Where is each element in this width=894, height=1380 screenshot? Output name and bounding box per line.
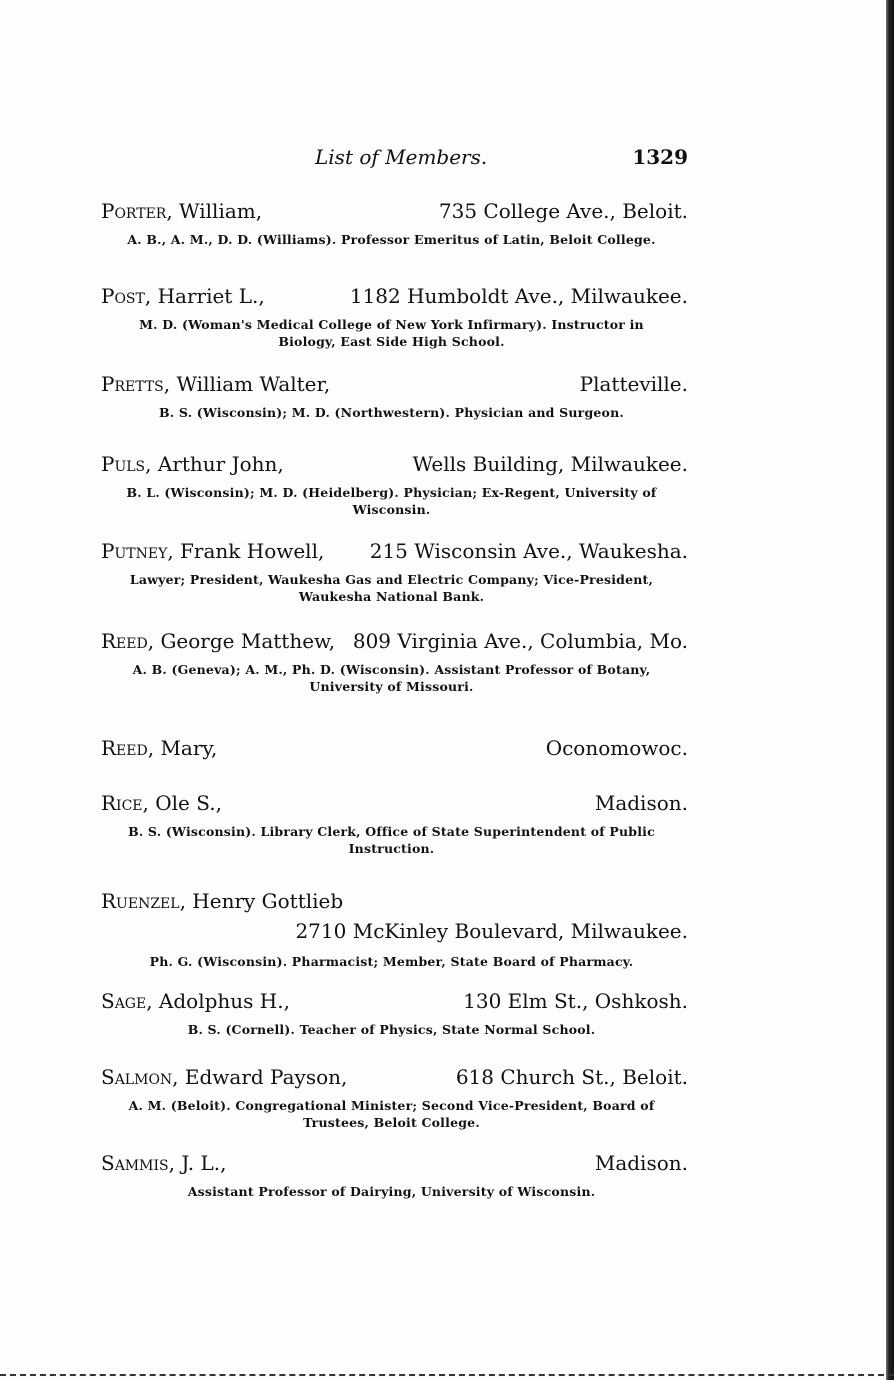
member-surname: Sammis	[101, 1151, 169, 1175]
member-given-name: , Frank Howell,	[167, 539, 325, 563]
member-surname: Reed	[101, 736, 148, 760]
member-name	[101, 889, 343, 913]
member-surname: Puls	[101, 452, 146, 476]
member-address: 130 Elm St., Oshkosh.	[463, 989, 688, 1013]
page-number: 1329	[632, 145, 688, 169]
member-given-name: , Edward Payson,	[172, 1065, 348, 1089]
member-entry	[95, 885, 688, 970]
member-given-name: , Henry Gottlieb	[179, 889, 344, 913]
member-credentials: B. S. (Cornell). Teacher of Physics, State Normal School.	[187, 1022, 596, 1037]
member-credentials: B. S. (Wisconsin). Library Clerk, Office of State Superintendent of Public Instruction.	[128, 824, 655, 856]
member-address: 809 Virginia Ave., Columbia, Mo.	[352, 629, 688, 653]
member-address: 2710 McKinley Boulevard, Milwaukee.	[295, 919, 688, 943]
member-address: Madison.	[594, 1151, 688, 1175]
member-address: Platteville.	[579, 372, 688, 396]
member-surname: Post	[101, 284, 145, 308]
member-name	[101, 284, 265, 308]
member-credentials: A. B. (Geneva); A. M., Ph. D. (Wisconsin). Assistant Professor of Botany, University of Missouri.	[132, 662, 651, 694]
member-entry	[95, 625, 688, 695]
member-given-name: , William Walter,	[163, 372, 331, 396]
member-surname: Reed	[101, 629, 148, 653]
member-name	[101, 372, 330, 396]
member-credentials: A. B., A. M., D. D. (Williams). Professor Emeritus of Latin, Beloit College.	[127, 232, 656, 247]
member-surname: Rice	[101, 791, 143, 815]
member-credentials: B. S. (Wisconsin); M. D. (Northwestern). Physician and Surgeon.	[159, 405, 624, 420]
entry-heading-line	[95, 368, 688, 400]
member-given-name: , William,	[166, 199, 263, 223]
member-entry	[95, 195, 688, 248]
entry-heading-line	[95, 448, 688, 480]
member-given-name: , George Matthew,	[147, 629, 336, 653]
member-entry	[95, 448, 688, 518]
member-credentials: Assistant Professor of Dairying, University of Wisconsin.	[187, 1184, 596, 1199]
entry-heading-line	[95, 195, 688, 227]
member-name	[101, 736, 217, 760]
member-entry	[95, 1061, 688, 1131]
member-name	[101, 989, 290, 1013]
member-address: 735 College Ave., Beloit.	[438, 199, 688, 223]
address-line	[95, 917, 688, 949]
member-surname: Ruenzel	[101, 889, 180, 913]
entry-heading-line	[95, 625, 688, 657]
member-name	[101, 199, 262, 223]
member-name	[101, 539, 324, 563]
member-given-name: , Ole S.,	[142, 791, 222, 815]
member-entry	[95, 535, 688, 605]
member-entry	[95, 280, 688, 350]
entry-heading-line	[95, 732, 688, 764]
member-address: 215 Wisconsin Ave., Waukesha.	[369, 539, 688, 563]
page-torn-edge	[0, 1374, 894, 1380]
member-credentials: Ph. G. (Wisconsin). Pharmacist; Member, State Board of Pharmacy.	[149, 954, 634, 969]
entry-heading-line	[95, 1061, 688, 1093]
member-surname: Sage	[101, 989, 147, 1013]
member-credentials: A. M. (Beloit). Congregational Minister; Second Vice-President, Board of Trustees, Beloit College.	[128, 1098, 655, 1130]
member-entry	[95, 368, 688, 421]
entry-heading-line	[95, 280, 688, 312]
member-entry	[95, 732, 688, 764]
running-head: List of Members.	[315, 145, 488, 169]
member-surname: Putney	[101, 539, 168, 563]
member-given-name: , Mary,	[147, 736, 218, 760]
member-surname: Pretts	[101, 372, 164, 396]
page-header	[95, 145, 688, 177]
entry-heading-line	[95, 885, 688, 917]
entry-heading-line	[95, 535, 688, 567]
page-edge-shadow	[886, 0, 894, 1380]
entry-heading-line	[95, 1147, 688, 1179]
member-entry	[95, 985, 688, 1038]
member-surname: Porter	[101, 199, 167, 223]
member-address: 618 Church St., Beloit.	[455, 1065, 688, 1089]
member-credentials: M. D. (Woman's Medical College of New York Infirmary). Instructor in Biology, East Side High School.	[139, 317, 644, 349]
member-name	[101, 1065, 347, 1089]
member-given-name: , J. L.,	[168, 1151, 227, 1175]
member-address: Madison.	[594, 791, 688, 815]
entry-heading-line	[95, 787, 688, 819]
member-address: Oconomowoc.	[545, 736, 688, 760]
member-address: Wells Building, Milwaukee.	[412, 452, 688, 476]
member-entry	[95, 787, 688, 857]
member-given-name: , Adolphus H.,	[146, 989, 290, 1013]
entry-heading-line	[95, 985, 688, 1017]
member-address: 1182 Humboldt Ave., Milwaukee.	[349, 284, 688, 308]
member-name	[101, 629, 335, 653]
member-name	[101, 791, 222, 815]
member-credentials: Lawyer; President, Waukesha Gas and Electric Company; Vice-President, Waukesha National Bank.	[129, 572, 654, 604]
member-name	[101, 1151, 227, 1175]
member-credentials: B. L. (Wisconsin); M. D. (Heidelberg). Physician; Ex-Regent, University of Wisconsin.	[126, 485, 657, 517]
member-entry	[95, 1147, 688, 1200]
member-surname: Salmon	[101, 1065, 173, 1089]
member-given-name: , Arthur John,	[145, 452, 284, 476]
member-name	[101, 452, 284, 476]
member-given-name: , Harriet L.,	[144, 284, 265, 308]
